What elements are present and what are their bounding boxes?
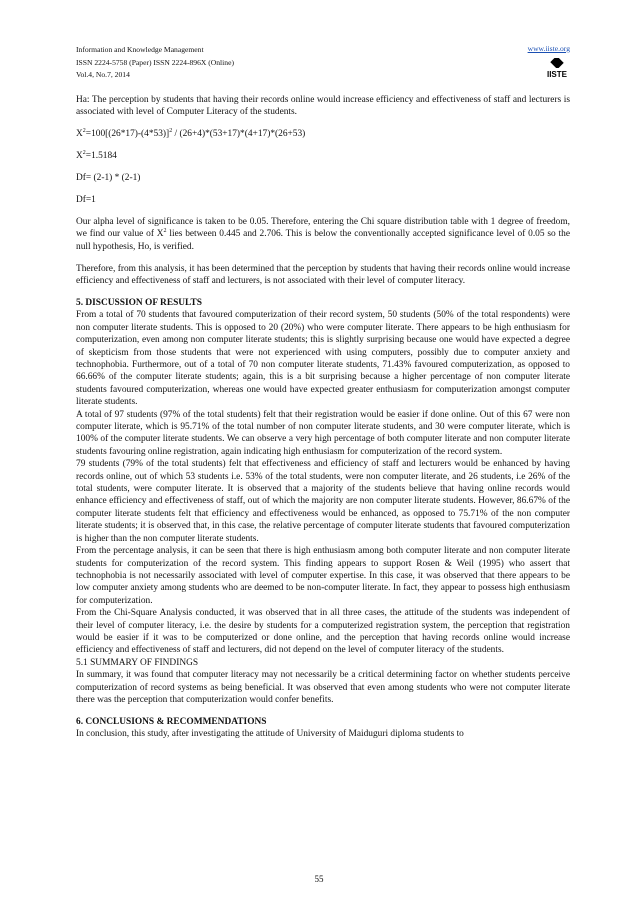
chi-square-equation: $X^2=100[(26*17)-(4*53)]^2 / (26+4)*(53+17)*(4+17)*(26+53)$ [76,128,306,140]
page-header [76,44,570,88]
volume-line: Vol.4, No.7, 2014 [76,70,130,79]
iiste-logo [546,58,568,78]
issn-line: ISSN 2224-5758 (Paper) ISSN 2224-896X (Online) [76,57,234,67]
conclusion-intro-paragraph: In conclusion, this study, after investigating the attitude of University of Maiduguri diploma students to [76,729,464,740]
summary-paragraph: In summary, it was found that computer literacy may not necessarily be a critical determining factor on whether students perceive computerization of record systems as being beneficial. It was observed that even among students who were not computer literate there was the perception that computerization would confer benefits. [76,670,570,705]
logo-text: IISTE [546,70,568,78]
discussion-paragraph: From the Chi-Square Analysis conducted, it was observed that in all three cases, the attitude of the students was independent of their level of computer literacy, i.e. the desire by students for a computerized registration system, the perception that registration would be easier if it was to be computerized or done online, and the perception that having records online would increase efficiency and effectiveness of staff and lecturers, did not depend on the level of computer literacy of the students. [76,608,570,656]
section-6-heading: 6. CONCLUSIONS & RECOMMENDATIONS [76,716,267,727]
journal-url-link[interactable]: www.iiste.org [527,44,570,53]
degrees-of-freedom-value: Df=1 [76,195,96,206]
degrees-of-freedom-formula: Df= (2-1) * (2-1) [76,173,141,184]
hypothesis-ha: Ha: The perception by students that having their records online would increase efficiency and effectiveness of staff and lecturers is associated with level of Computer Literacy of the students. [76,95,570,118]
subsection-5-1-heading: 5.1 SUMMARY OF FINDINGS [76,657,199,668]
journal-name: Information and Knowledge Management [76,45,204,54]
discussion-paragraph: From the percentage analysis, it can be seen that there is high enthusiasm among both computer literate and non computer literate students for computerization of the record system. This finding appears to support Rosen & Weil (1995) who assert that technophobia is not necessarily associated with level of computer expertise. In this case, it was observed that there appears to be low computer anxiety among students who are deemed to be non-computer literate. In fact, they appear to possess high enthusiasm for computerization. [76,546,570,606]
article-body [76,94,570,884]
page-number: 55 [314,874,324,884]
section-5-heading: 5. DISCUSSION OF RESULTS [76,297,202,308]
discussion-paragraph: A total of 97 students (97% of the total students) felt that their registration would be easier if done online. Out of this 67 were non computer literate, which is 95.71% of the total number of non computer literate students, and 30 were computer literate, which is 100% of the computer literate students. We can observe a very high percentage of both computer literate and non computer literate students favouring online registration, again indicating high enthusiasm for computerization of the record system. [76,409,570,457]
discussion-paragraph: From a total of 70 students that favoured computerization of their record system, 50 students (50% of the total respondents) were non computer literate students. This is opposed to 20 (20%) who were computer literate. There appears to be high enthusiasm for computerization, even among non computer literate students; this is slightly surprising because one would have expected a degree of skepticism from those students that were not experienced with using computers, possibly due to computer anxiety and technophobia. Furthermore, out of a total of 70 non computer literate students, 71.43% favoured computerization, as opposed to 66.66% of the computer literate students; again, this is a bit surprising because a higher percentage of non computer literate students favoured computerization, whereas one would have expected greater enthusiasm for computerization amongst computer literate students. [76,310,570,408]
discussion-paragraph: 79 students (79% of the total students) felt that effectiveness and efficiency of staff and lecturers would be enhanced by having records online, out of which 53 students i.e. 53% of the total students, were non computer literate, and 26 students, i.e 26% of the total students, were computer literate. It is observed that a majority of the students believe that having online records would enhance efficiency and effectiveness of staff, out of which the majority are non computer literate students. However, 86.67% of the computer literate students felt that efficiency and effectiveness would be enhanced, as opposed to 75.71% of the non computer literate students; it is observed that, in this case, the relative percentage of computer literate students that favoured computerization is higher than the non computer literate students. [76,459,570,544]
conclusion-paragraph: Therefore, from this analysis, it has been determined that the perception by students that having their records online would increase efficiency and effectiveness of staff and lecturers, is not associated with their level of computer literacy. [76,263,570,287]
alpha-paragraph: Our alpha level of significance is taken to be 0.05. Therefore, entering the Chi square distribution table with 1 degree of freedom, we find our value of $X^2$ lies between 0.445 and 2.706. This is below the conventionally accepted significance level of 0.05 so the null hypothesis, Ho, is verified. [76,216,570,252]
chi-square-result: $X^2=1.5184$ [76,150,117,162]
